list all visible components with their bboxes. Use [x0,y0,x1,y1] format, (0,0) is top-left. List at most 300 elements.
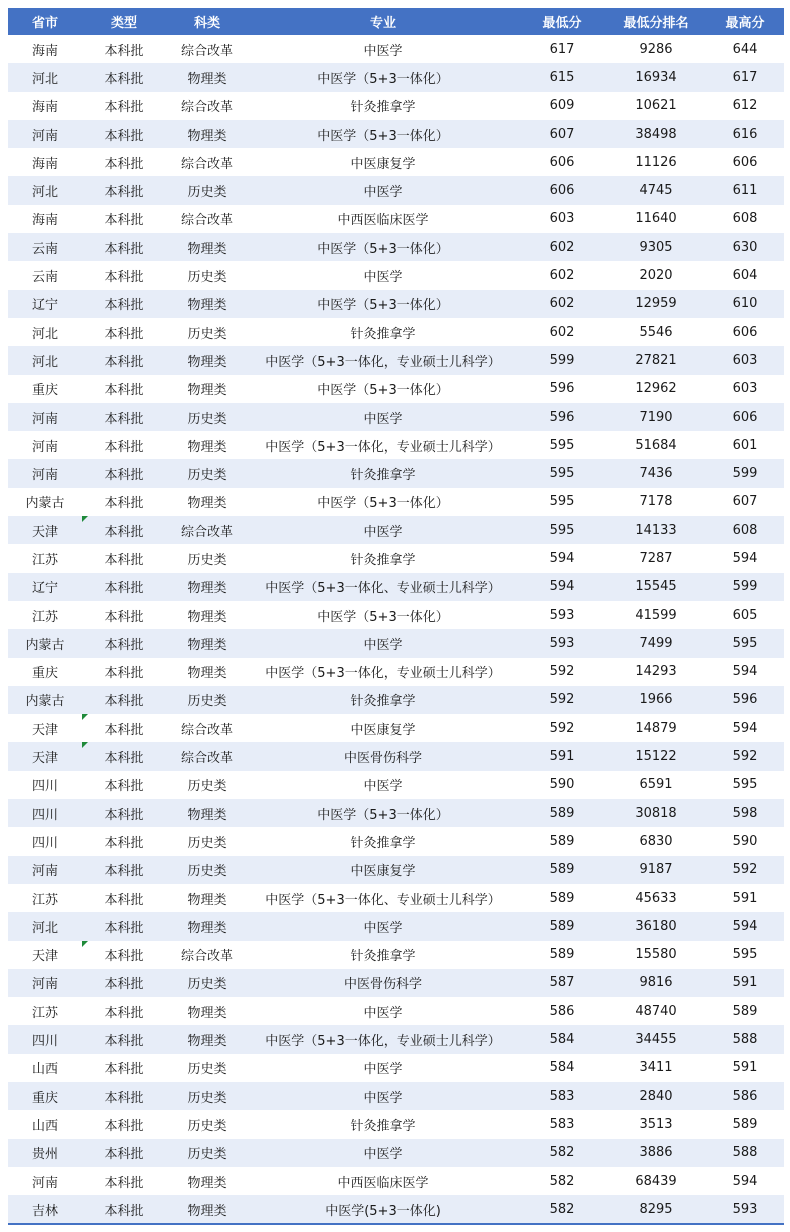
cell-subject: 物理类 [166,233,248,261]
cell-province: 河北 [8,63,82,91]
cell-type: 本科批 [82,686,166,714]
cell-min-score: 584 [518,1025,606,1053]
cell-major: 中医学 [248,403,518,431]
cell-major: 中医学（5+3一体化） [248,290,518,318]
cell-max-score: 591 [706,969,784,997]
cell-max-score: 603 [706,346,784,374]
cell-max-score: 591 [706,884,784,912]
table-row [8,346,784,374]
cell-min-rank: 12959 [606,290,706,318]
cell-min-score: 595 [518,459,606,487]
cell-province: 海南 [8,92,82,120]
cell-max-score: 586 [706,1082,784,1110]
cell-major: 中医学 [248,1054,518,1082]
cell-max-score: 592 [706,742,784,770]
cell-province: 四川 [8,771,82,799]
column-header-type: 类型 [82,8,166,35]
cell-subject: 历史类 [166,1139,248,1167]
cell-min-rank: 3886 [606,1139,706,1167]
cell-type: 本科批 [82,997,166,1025]
cell-subject: 物理类 [166,346,248,374]
cell-max-score: 590 [706,827,784,855]
table-row [8,63,784,91]
cell-min-rank: 7287 [606,544,706,572]
cell-type: 本科批 [82,573,166,601]
table-row [8,516,784,544]
cell-min-score: 592 [518,686,606,714]
cell-min-rank: 9187 [606,856,706,884]
cell-min-score: 582 [518,1139,606,1167]
column-header-province: 省市 [8,8,82,35]
cell-province: 河南 [8,459,82,487]
cell-major: 针灸推拿学 [248,941,518,969]
cell-max-score: 601 [706,431,784,459]
cell-subject: 综合改革 [166,205,248,233]
cell-min-rank: 4745 [606,176,706,204]
cell-min-rank: 1966 [606,686,706,714]
cell-type: 本科批 [82,1054,166,1082]
table-row [8,233,784,261]
cell-min-rank: 34455 [606,1025,706,1053]
cell-type: 本科批 [82,629,166,657]
cell-min-rank: 7499 [606,629,706,657]
cell-major: 中医学 [248,771,518,799]
cell-subject: 物理类 [166,431,248,459]
cell-major: 中医学（5+3一体化） [248,233,518,261]
cell-min-rank: 9305 [606,233,706,261]
cell-type: 本科批 [82,856,166,884]
cell-max-score: 608 [706,205,784,233]
cell-subject: 历史类 [166,969,248,997]
cell-min-score: 596 [518,403,606,431]
cell-max-score: 594 [706,658,784,686]
cell-subject: 物理类 [166,573,248,601]
cell-max-score: 606 [706,318,784,346]
cell-min-score: 584 [518,1054,606,1082]
cell-max-score: 592 [706,856,784,884]
cell-min-rank: 7178 [606,488,706,516]
cell-min-rank: 9286 [606,35,706,63]
table-row [8,969,784,997]
cell-type: 本科批 [82,1110,166,1138]
cell-type: 本科批 [82,799,166,827]
cell-min-rank: 8295 [606,1195,706,1223]
cell-major: 中医学 [248,629,518,657]
cell-max-score: 610 [706,290,784,318]
cell-max-score: 594 [706,714,784,742]
cell-type: 本科批 [82,176,166,204]
cell-province: 河北 [8,346,82,374]
cell-province: 河南 [8,1167,82,1195]
cell-type: 本科批 [82,148,166,176]
cell-max-score: 589 [706,997,784,1025]
cell-min-score: 603 [518,205,606,233]
cell-province: 海南 [8,205,82,233]
cell-min-score: 593 [518,601,606,629]
cell-min-score: 589 [518,856,606,884]
cell-min-rank: 45633 [606,884,706,912]
cell-min-score: 589 [518,799,606,827]
cell-min-rank: 36180 [606,912,706,940]
cell-province: 山西 [8,1110,82,1138]
cell-subject: 物理类 [166,629,248,657]
table-row [8,205,784,233]
cell-province: 天津 [8,941,82,969]
cell-province: 云南 [8,233,82,261]
table-row [8,884,784,912]
cell-subject: 综合改革 [166,516,248,544]
table-row [8,771,784,799]
table-row [8,1025,784,1053]
cell-min-rank: 68439 [606,1167,706,1195]
cell-subject: 历史类 [166,686,248,714]
cell-type: 本科批 [82,658,166,686]
cell-min-score: 590 [518,771,606,799]
cell-comment-indicator [82,516,88,522]
cell-major: 中医骨伤科学 [248,969,518,997]
cell-min-rank: 38498 [606,120,706,148]
cell-min-rank: 9816 [606,969,706,997]
cell-subject: 物理类 [166,658,248,686]
table-row [8,1054,784,1082]
cell-province: 河南 [8,431,82,459]
cell-major: 中医学（5+3一体化，专业硕士儿科学） [248,658,518,686]
cell-min-score: 592 [518,714,606,742]
table-row [8,799,784,827]
cell-max-score: 595 [706,941,784,969]
cell-type: 本科批 [82,346,166,374]
table-row [8,92,784,120]
cell-max-score: 591 [706,1054,784,1082]
cell-subject: 物理类 [166,884,248,912]
cell-type: 本科批 [82,403,166,431]
cell-subject: 综合改革 [166,742,248,770]
cell-province: 内蒙古 [8,488,82,516]
cell-province: 河南 [8,856,82,884]
cell-province: 江苏 [8,544,82,572]
cell-major: 针灸推拿学 [248,686,518,714]
column-header-subject: 科类 [166,8,248,35]
cell-type: 本科批 [82,827,166,855]
cell-province: 吉林 [8,1195,82,1223]
cell-min-score: 594 [518,573,606,601]
table-row [8,941,784,969]
cell-major: 中医学（5+3一体化，专业硕士儿科学） [248,1025,518,1053]
cell-province: 江苏 [8,884,82,912]
cell-type: 本科批 [82,544,166,572]
cell-min-score: 586 [518,997,606,1025]
cell-min-score: 595 [518,488,606,516]
cell-max-score: 608 [706,516,784,544]
cell-province: 辽宁 [8,290,82,318]
cell-major: 中医学（5+3一体化、专业硕士儿科学） [248,573,518,601]
table-row [8,686,784,714]
cell-min-rank: 27821 [606,346,706,374]
table-row [8,35,784,63]
table-row [8,827,784,855]
cell-max-score: 594 [706,544,784,572]
table-row [8,290,784,318]
cell-max-score: 606 [706,403,784,431]
cell-major: 中西医临床医学 [248,1167,518,1195]
cell-min-rank: 14293 [606,658,706,686]
cell-type: 本科批 [82,205,166,233]
cell-major: 中医学（5+3一体化） [248,488,518,516]
cell-subject: 历史类 [166,261,248,289]
cell-subject: 历史类 [166,1082,248,1110]
table-row [8,261,784,289]
table-row [8,431,784,459]
cell-province: 四川 [8,827,82,855]
cell-type: 本科批 [82,290,166,318]
cell-major: 中医学（5+3一体化） [248,63,518,91]
cell-type: 本科批 [82,488,166,516]
cell-type: 本科批 [82,120,166,148]
table-row [8,912,784,940]
cell-major: 中医学（5+3一体化） [248,120,518,148]
cell-max-score: 599 [706,459,784,487]
cell-type: 本科批 [82,516,166,544]
cell-subject: 物理类 [166,1167,248,1195]
table-row [8,997,784,1025]
cell-min-score: 592 [518,658,606,686]
cell-type: 本科批 [82,1195,166,1223]
cell-major: 中医学（5+3一体化，专业硕士儿科学） [248,431,518,459]
table-body [8,35,784,1223]
cell-major: 中医学 [248,261,518,289]
cell-min-rank: 3411 [606,1054,706,1082]
cell-subject: 物理类 [166,997,248,1025]
cell-max-score: 588 [706,1139,784,1167]
cell-max-score: 595 [706,629,784,657]
cell-major: 中医学（5+3一体化） [248,601,518,629]
cell-subject: 历史类 [166,544,248,572]
cell-max-score: 593 [706,1195,784,1223]
column-header-major: 专业 [248,8,518,35]
table-row [8,403,784,431]
cell-subject: 物理类 [166,290,248,318]
cell-province: 贵州 [8,1139,82,1167]
cell-max-score: 603 [706,375,784,403]
cell-province: 海南 [8,148,82,176]
cell-subject: 历史类 [166,459,248,487]
cell-type: 本科批 [82,884,166,912]
cell-type: 本科批 [82,912,166,940]
cell-max-score: 617 [706,63,784,91]
cell-subject: 综合改革 [166,92,248,120]
cell-min-score: 606 [518,176,606,204]
cell-min-score: 594 [518,544,606,572]
table-row [8,148,784,176]
cell-type: 本科批 [82,969,166,997]
cell-min-rank: 14133 [606,516,706,544]
cell-min-rank: 15580 [606,941,706,969]
cell-min-rank: 6830 [606,827,706,855]
cell-min-rank: 2840 [606,1082,706,1110]
cell-max-score: 588 [706,1025,784,1053]
cell-province: 海南 [8,35,82,63]
cell-subject: 物理类 [166,120,248,148]
cell-province: 河南 [8,969,82,997]
cell-min-score: 589 [518,884,606,912]
cell-province: 河北 [8,912,82,940]
cell-major: 针灸推拿学 [248,544,518,572]
cell-type: 本科批 [82,35,166,63]
cell-min-score: 602 [518,233,606,261]
cell-subject: 历史类 [166,827,248,855]
cell-type: 本科批 [82,601,166,629]
cell-subject: 综合改革 [166,35,248,63]
cell-major: 针灸推拿学 [248,318,518,346]
cell-min-score: 615 [518,63,606,91]
table-row [8,459,784,487]
cell-subject: 物理类 [166,1195,248,1223]
table-row [8,488,784,516]
cell-type: 本科批 [82,1025,166,1053]
cell-province: 江苏 [8,997,82,1025]
cell-min-rank: 10621 [606,92,706,120]
cell-major: 中医学（5+3一体化） [248,375,518,403]
cell-min-score: 599 [518,346,606,374]
cell-min-score: 595 [518,516,606,544]
cell-type: 本科批 [82,375,166,403]
cell-max-score: 606 [706,148,784,176]
cell-max-score: 599 [706,573,784,601]
cell-min-rank: 15122 [606,742,706,770]
cell-min-score: 582 [518,1167,606,1195]
cell-min-score: 589 [518,912,606,940]
table-bottom-rule [8,1223,784,1225]
cell-type: 本科批 [82,1139,166,1167]
cell-min-score: 589 [518,827,606,855]
table-row [8,714,784,742]
cell-type: 本科批 [82,771,166,799]
cell-max-score: 596 [706,686,784,714]
cell-subject: 综合改革 [166,148,248,176]
cell-min-rank: 7436 [606,459,706,487]
table-row [8,318,784,346]
cell-province: 云南 [8,261,82,289]
cell-min-score: 617 [518,35,606,63]
cell-min-rank: 15545 [606,573,706,601]
table-row [8,742,784,770]
cell-max-score: 594 [706,912,784,940]
cell-subject: 物理类 [166,63,248,91]
cell-major: 中医学（5+3一体化，专业硕士儿科学） [248,346,518,374]
cell-province: 河北 [8,176,82,204]
cell-province: 山西 [8,1054,82,1082]
cell-min-rank: 51684 [606,431,706,459]
cell-major: 中医骨伤科学 [248,742,518,770]
cell-subject: 历史类 [166,856,248,884]
cell-subject: 物理类 [166,601,248,629]
cell-subject: 历史类 [166,318,248,346]
cell-subject: 物理类 [166,799,248,827]
cell-type: 本科批 [82,233,166,261]
cell-min-rank: 41599 [606,601,706,629]
cell-province: 四川 [8,799,82,827]
table-row [8,176,784,204]
cell-subject: 物理类 [166,488,248,516]
cell-major: 中医学 [248,1082,518,1110]
cell-major: 针灸推拿学 [248,459,518,487]
cell-min-rank: 48740 [606,997,706,1025]
cell-type: 本科批 [82,318,166,346]
cell-min-score: 609 [518,92,606,120]
cell-major: 中医学(5+3一体化) [248,1195,518,1223]
cell-subject: 物理类 [166,1025,248,1053]
cell-major: 针灸推拿学 [248,1110,518,1138]
cell-major: 中医学（5+3一体化、专业硕士儿科学） [248,884,518,912]
cell-comment-indicator [82,714,88,720]
cell-province: 天津 [8,516,82,544]
cell-province: 天津 [8,714,82,742]
cell-min-score: 602 [518,261,606,289]
table-row [8,601,784,629]
table-row [8,856,784,884]
cell-min-score: 602 [518,290,606,318]
cell-min-rank: 12962 [606,375,706,403]
cell-max-score: 612 [706,92,784,120]
cell-subject: 综合改革 [166,941,248,969]
cell-max-score: 594 [706,1167,784,1195]
cell-max-score: 644 [706,35,784,63]
cell-province: 内蒙古 [8,629,82,657]
cell-province: 河南 [8,120,82,148]
cell-min-rank: 3513 [606,1110,706,1138]
cell-min-rank: 11640 [606,205,706,233]
cell-province: 河北 [8,318,82,346]
cell-min-score: 593 [518,629,606,657]
cell-min-rank: 7190 [606,403,706,431]
cell-max-score: 616 [706,120,784,148]
cell-min-score: 602 [518,318,606,346]
cell-min-rank: 5546 [606,318,706,346]
table-row [8,1167,784,1195]
cell-province: 天津 [8,742,82,770]
cell-min-rank: 16934 [606,63,706,91]
cell-min-score: 606 [518,148,606,176]
cell-major: 中医学 [248,1139,518,1167]
cell-max-score: 589 [706,1110,784,1138]
cell-type: 本科批 [82,714,166,742]
cell-type: 本科批 [82,941,166,969]
column-header-min-rank: 最低分排名 [606,8,706,35]
cell-province: 重庆 [8,1082,82,1110]
cell-min-rank: 30818 [606,799,706,827]
cell-min-score: 583 [518,1082,606,1110]
cell-min-score: 595 [518,431,606,459]
cell-subject: 历史类 [166,176,248,204]
cell-min-rank: 11126 [606,148,706,176]
cell-major: 中医康复学 [248,856,518,884]
cell-province: 重庆 [8,658,82,686]
cell-province: 辽宁 [8,573,82,601]
table-row [8,658,784,686]
cell-major: 中医康复学 [248,714,518,742]
cell-major: 针灸推拿学 [248,92,518,120]
cell-min-rank: 14879 [606,714,706,742]
cell-subject: 历史类 [166,1110,248,1138]
table-row [8,544,784,572]
cell-type: 本科批 [82,1167,166,1195]
cell-major: 中医学 [248,912,518,940]
cell-min-score: 591 [518,742,606,770]
cell-subject: 历史类 [166,1054,248,1082]
cell-subject: 综合改革 [166,714,248,742]
cell-type: 本科批 [82,742,166,770]
cell-type: 本科批 [82,1082,166,1110]
